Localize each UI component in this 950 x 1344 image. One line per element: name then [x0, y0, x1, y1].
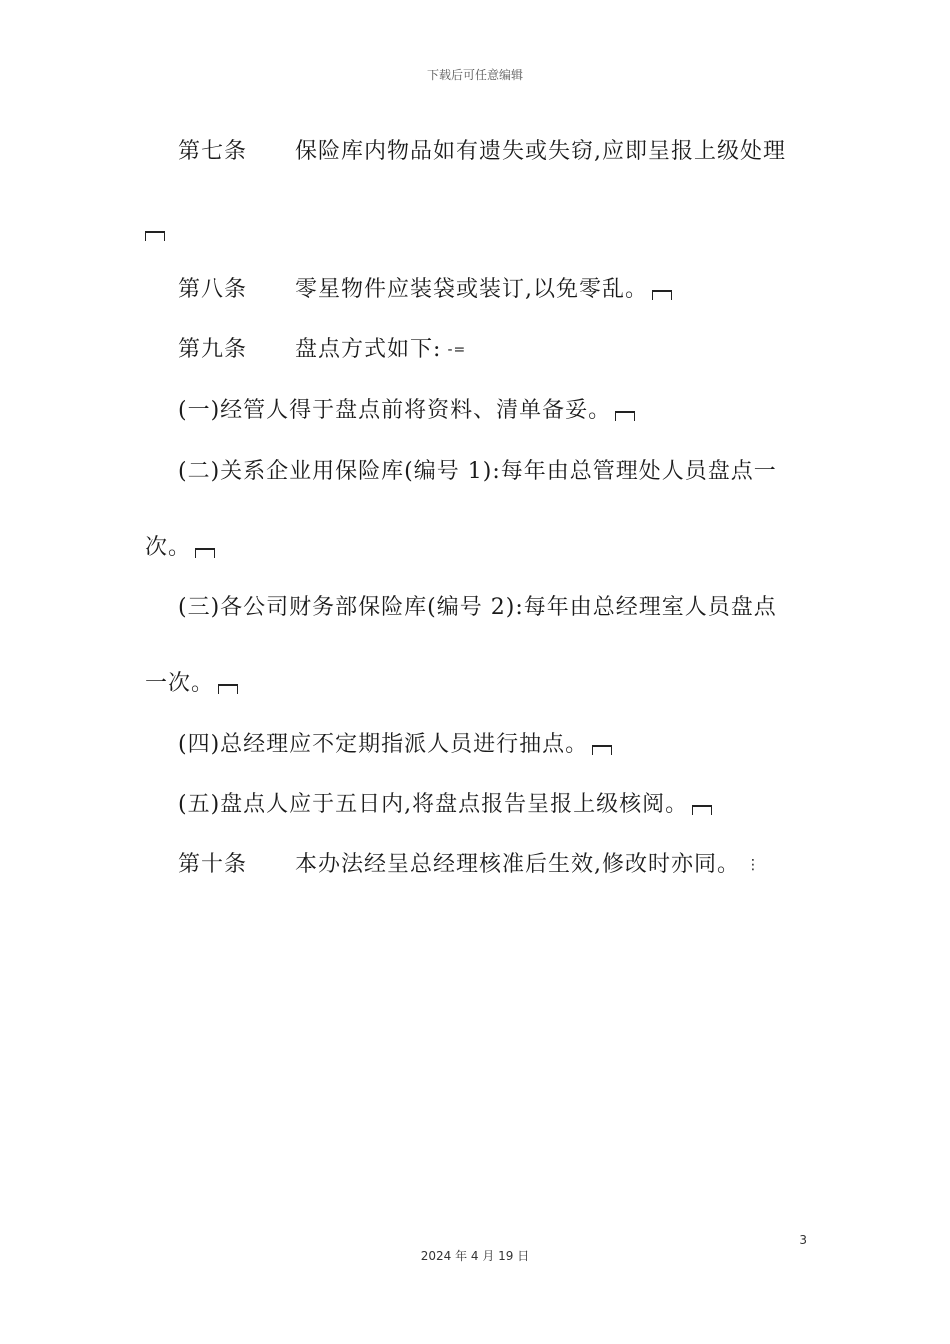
item-1-text: (一)经管人得于盘点前将资料、清单备妥。 — [178, 398, 612, 423]
item-3-continuation — [145, 666, 810, 697]
item-4 — [178, 727, 843, 758]
item-2 — [178, 454, 843, 485]
paragraph-mark-icon — [692, 805, 712, 815]
article-7-text: 保险库内物品如有遗失或失窃,应即呈报上级处理 — [295, 139, 787, 164]
item-2-line2: 次。 — [145, 535, 192, 560]
article-8-label: 第八条 — [178, 277, 248, 302]
article-7 — [178, 134, 843, 165]
paragraph-mark-icon — [218, 684, 238, 694]
article-10-label: 第十条 — [178, 852, 248, 877]
item-5-text: (五)盘点人应于五日内,将盘点报告呈报上级核阅。 — [178, 792, 689, 817]
item-2-line1: (二)关系企业用保险库(编号 1):每年由总管理处人员盘点一 — [178, 459, 777, 484]
paragraph-mark-icon — [652, 290, 672, 300]
item-3-line2: 一次。 — [145, 671, 215, 696]
article-8-text: 零星物件应装袋或装订,以免零乱。 — [295, 277, 649, 302]
page-footer-date: 2024 年 4 月 19 日 — [420, 1249, 530, 1263]
page-number: 3 — [799, 1233, 807, 1247]
page-header: 下载后可任意编辑 — [426, 68, 523, 82]
article-10-text: 本办法经呈总经理核准后生效,修改时亦同。 — [295, 852, 741, 877]
article-9-text: 盘点方式如下: — [295, 337, 442, 362]
article-10 — [178, 847, 843, 878]
paragraph-mark-icon — [615, 411, 635, 421]
paragraph-mark-icon — [195, 548, 215, 558]
item-5 — [178, 787, 843, 818]
item-2-continuation — [145, 530, 810, 561]
paragraph-mark-icon — [145, 231, 165, 241]
article-9-label: 第九条 — [178, 337, 248, 362]
article-8 — [178, 272, 843, 303]
item-1 — [178, 393, 843, 424]
article-7-continuation — [145, 218, 810, 243]
item-3-line1: (三)各公司财务部保险库(编号 2):每年由总经理室人员盘点 — [178, 595, 777, 620]
paragraph-mark-icon — [592, 745, 612, 755]
article-7-label: 第七条 — [178, 139, 248, 164]
article-10-mark: ⋮ — [746, 857, 762, 873]
item-3 — [178, 590, 843, 621]
article-9 — [178, 332, 843, 363]
item-4-text: (四)总经理应不定期指派人员进行抽点。 — [178, 732, 589, 757]
article-9-mark: -= — [447, 342, 467, 358]
